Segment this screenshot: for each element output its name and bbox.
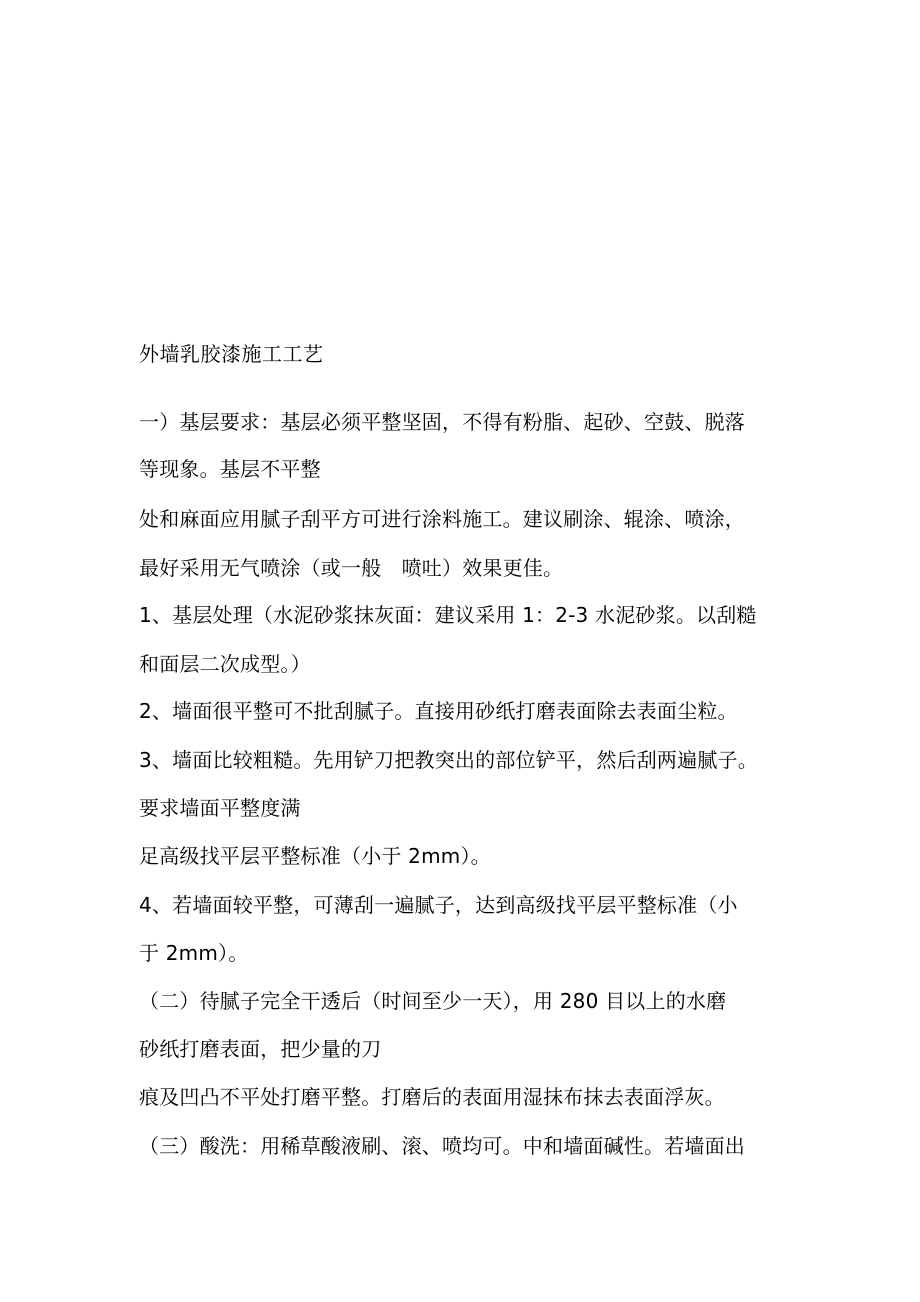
paragraph-line: 2、墙面很平整可不批刮腻子。直接用砂纸打磨表面除去表面尘粒。 bbox=[139, 699, 738, 723]
paragraph-line: 砂纸打磨表面，把少量的刀 bbox=[139, 1037, 382, 1061]
document-title: 外墙乳胶漆施工工艺 bbox=[139, 342, 324, 366]
paragraph-line: 等现象。基层不平整 bbox=[139, 457, 321, 481]
paragraph-line: （三）酸洗：用稀草酸液刷、滚、喷均可。中和墙面碱性。若墙面出 bbox=[139, 1134, 745, 1158]
paragraph-line: 4、若墙面较平整，可薄刮一遍腻子，达到高级找平层平整标准（小 bbox=[139, 893, 738, 917]
paragraph-line: 处和麻面应用腻子刮平方可进行涂料施工。建议刷涂、辊涂、喷涂， bbox=[139, 507, 745, 531]
paragraph-line: 1、基层处理（水泥砂浆抹灰面：建议采用 1：2-3 水泥砂浆。以刮糙 bbox=[139, 603, 757, 627]
paragraph-line: 一）基层要求：基层必须平整坚固，不得有粉脂、起砂、空鼓、脱落 bbox=[139, 410, 745, 434]
paragraph-line: 足高级找平层平整标准（小于 2mm）。 bbox=[139, 844, 491, 868]
paragraph-line: 要求墙面平整度满 bbox=[139, 796, 301, 820]
paragraph-line: 和面层二次成型。） bbox=[139, 652, 311, 676]
paragraph-line: 痕及凹凸不平处打磨平整。打磨后的表面用湿抹布抹去表面浮灰。 bbox=[139, 1085, 725, 1109]
paragraph-line: 于 2mm）。 bbox=[139, 941, 249, 965]
paragraph-line: 最好采用无气喷涂（或一般 喷吐）效果更佳。 bbox=[139, 556, 564, 580]
paragraph-line: （二）待腻子完全干透后（时间至少一天），用 280 目以上的水磨 bbox=[139, 989, 727, 1013]
paragraph-line: 3、墙面比较粗糙。先用铲刀把教突出的部位铲平，然后刮两遍腻子。 bbox=[139, 748, 758, 772]
